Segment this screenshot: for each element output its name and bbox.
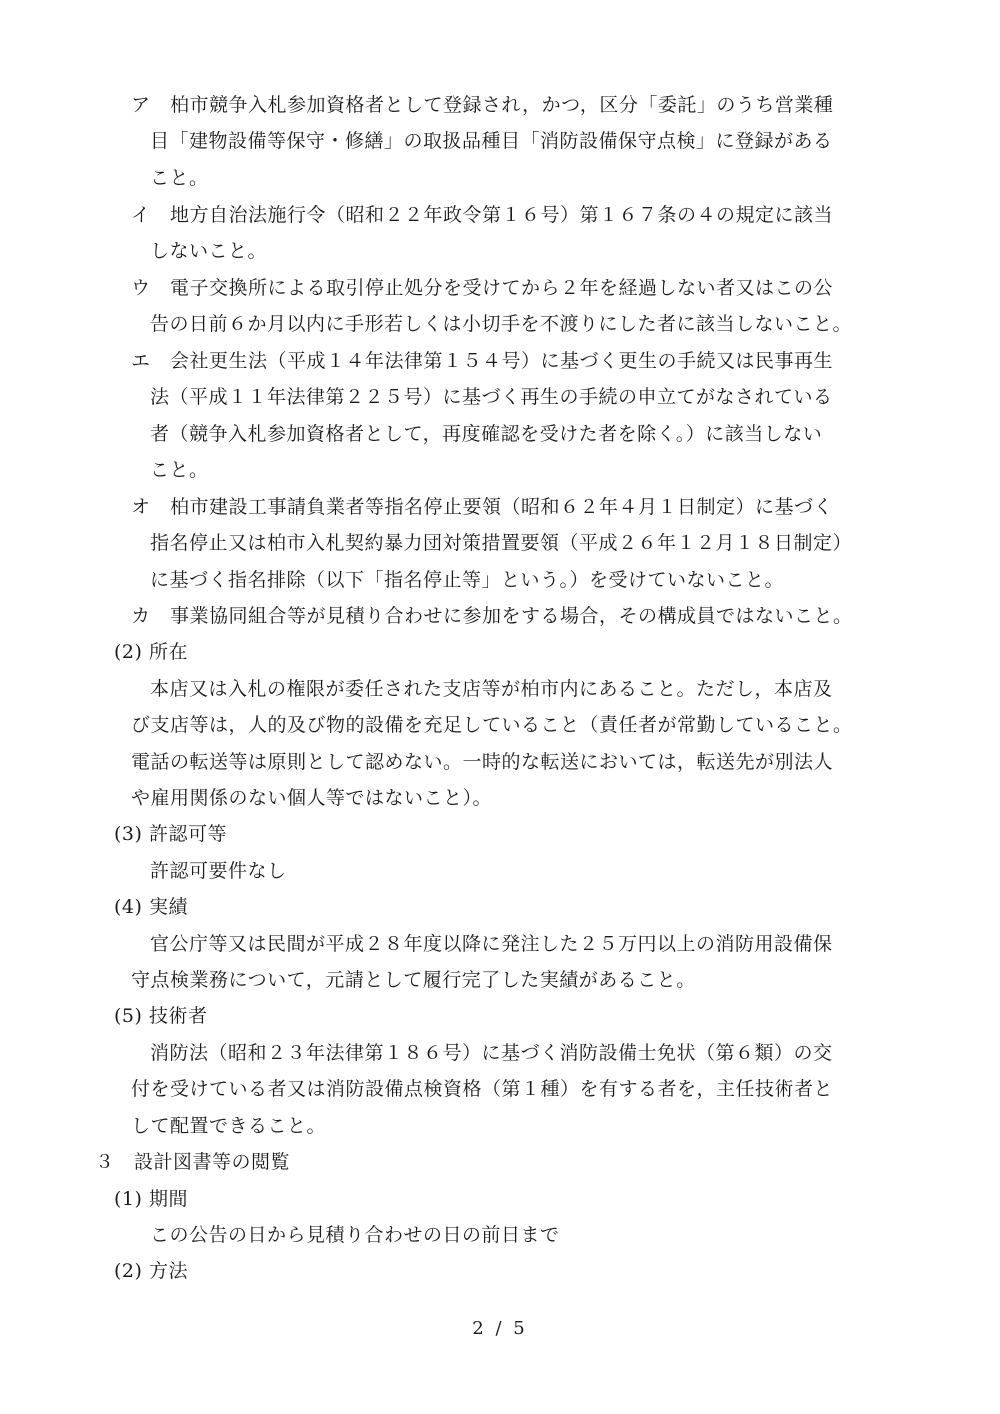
item-o-line-3: に基づく指名排除（以下「指名停止等」という。）を受けていないこと。 <box>150 569 785 591</box>
item-a-line-1: ア 柏市競争入札参加資格者として登録され，かつ，区分「委託」のうち営業種 <box>131 94 834 116</box>
item-i-line-2: しないこと。 <box>150 240 268 262</box>
section-2-heading: (2) 所在 <box>114 641 188 663</box>
item-o-line-2: 指名停止又は柏市入札契約暴力団対策措置要領（平成２６年１２月１８日制定） <box>150 532 853 554</box>
item-u-line-1: ウ 電子交換所による取引停止処分を受けてから２年を経過しない者又はこの公 <box>131 277 834 299</box>
item-e-line-1: エ 会社更生法（平成１４年法律第１５４号）に基づく更生の手続又は民事再生 <box>131 350 834 372</box>
chapter-3-item-2-heading: (2) 方法 <box>114 1260 188 1282</box>
section-3-body-line-1: 許認可要件なし <box>150 860 287 882</box>
section-3-heading: (3) 許認可等 <box>114 823 227 845</box>
section-4-heading: (4) 実績 <box>114 896 188 918</box>
section-5-body-line-1: 消防法（昭和２３年法律第１８６号）に基づく消防設備士免状（第６類）の交 <box>150 1042 833 1064</box>
item-e-line-3: 者（競争入札参加資格者として，再度確認を受けた者を除く。）に該当しない <box>150 423 823 445</box>
section-2-body-line-2: び支店等は，人的及び物的設備を充足していること（責任者が常勤していること。 <box>131 714 853 736</box>
section-5-heading: (5) 技術者 <box>114 1005 208 1027</box>
item-ka-line-1: カ 事業協同組合等が見積り合わせに参加をする場合，その構成員ではないこと。 <box>131 605 853 627</box>
section-2-body-line-3: 電話の転送等は原則として認めない。一時的な転送においては，転送先が別法人 <box>131 751 834 773</box>
section-5-body-line-2: 付を受けている者又は消防設備点検資格（第１種）を有する者を，主任技術者と <box>131 1078 834 1100</box>
item-o-line-1: オ 柏市建設工事請負業者等指名停止要領（昭和６２年４月１日制定）に基づく <box>131 496 834 518</box>
section-4-body-line-1: 官公庁等又は民間が平成２８年度以降に発注した２５万円以上の消防用設備保 <box>150 933 833 955</box>
page-number: 2 / 5 <box>472 1318 528 1339</box>
chapter-3-heading: ３ 設計図書等の閲覧 <box>95 1151 291 1173</box>
chapter-3-item-1-heading: (1) 期間 <box>114 1188 188 1210</box>
item-e-line-2: 法（平成１１年法律第２２５号）に基づく再生の手続の申立てがなされている <box>150 386 833 408</box>
item-e-line-4: こと。 <box>150 459 209 481</box>
section-2-body-line-4: や雇用関係のない個人等ではないこと）。 <box>131 787 493 809</box>
item-i-line-1: イ 地方自治法施行令（昭和２２年政令第１６号）第１６７条の４の規定に該当 <box>131 204 834 226</box>
section-2-body-line-1: 本店又は入札の権限が委任された支店等が柏市内にあること。ただし，本店及 <box>150 678 833 700</box>
section-5-body-line-3: して配置できること。 <box>131 1115 327 1137</box>
section-4-body-line-2: 守点検業務について，元請として履行完了した実績があること。 <box>131 969 696 991</box>
item-a-line-3: こと。 <box>150 167 209 189</box>
item-u-line-2: 告の日前６か月以内に手形若しくは小切手を不渡りにした者に該当しないこと。 <box>150 313 853 335</box>
chapter-3-item-1-body: この公告の日から見積り合わせの日の前日まで <box>150 1224 560 1246</box>
item-a-line-2: 目「建物設備等保守・修繕」の取扱品種目「消防設備保守点検」に登録がある <box>150 130 833 152</box>
